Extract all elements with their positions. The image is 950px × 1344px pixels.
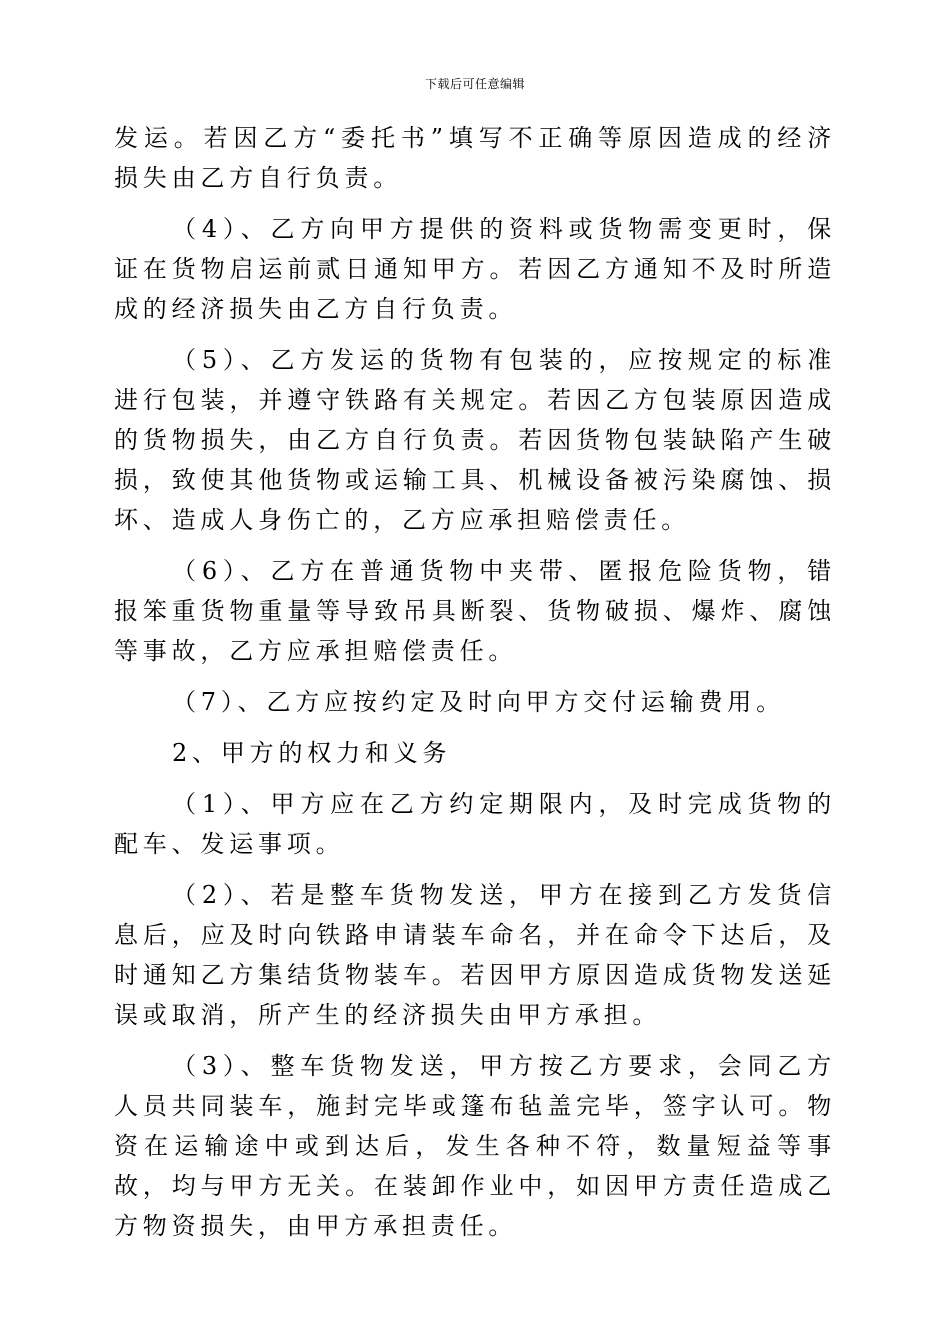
paragraph-clause-7: （7）、乙方应按约定及时向甲方交付运输费用。 <box>172 688 785 716</box>
paragraph-clause-4: （4）、乙方向甲方提供的资料或货物需变更时，保证在货物启运前贰日通知甲方。若因乙方通知不及时所造成的经济损失由乙方自行负责。 <box>114 215 836 323</box>
document-body <box>114 118 836 1257</box>
paragraph-party-a-clause-1: （1）、甲方应在乙方约定期限内，及时完成货物的配车、发运事项。 <box>114 790 836 858</box>
paragraph-clause-6: （6）、乙方在普通货物中夹带、匿报危险货物，错报笨重货物重量等导致吊具断裂、货物破损、爆炸、腐蚀等事故，乙方应承担赔偿责任。 <box>114 557 836 665</box>
paragraph-clause-5: （5）、乙方发运的货物有包装的，应按规定的标准进行包装，并遵守铁路有关规定。若因乙方包装原因造成的货物损失，由乙方自行负责。若因货物包装缺陷产生破损，致使其他货物或运输工具、机械设备被污染腐蚀、损坏、造成人身伤亡的，乙方应承担赔偿责任。 <box>114 346 836 534</box>
paragraph-party-a-clause-3: （3）、整车货物发送，甲方按乙方要求，会同乙方人员共同装车，施封完毕或篷布毡盖完毕，签字认可。物资在运输途中或到达后，发生各种不符，数量短益等事故，均与甲方无关。在装卸作业中，如因甲方责任造成乙方物资损失，由甲方承担责任。 <box>114 1052 836 1240</box>
paragraph-1: 发运。若因乙方“委托书”填写不正确等原因造成的经济损失由乙方自行负责。 <box>114 124 836 192</box>
page-header: 下载后可任意编辑 <box>424 77 525 91</box>
paragraph-party-a-clause-2: （2）、若是整车货物发送，甲方在接到乙方发货信息后，应及时向铁路申请装车命名，并在命令下达后，及时通知乙方集结货物装车。若因甲方原因造成货物发送延误或取消，所产生的经济损失由甲方承担。 <box>114 881 836 1029</box>
section-heading-party-a-rights: 2、甲方的权力和义务 <box>172 739 452 767</box>
